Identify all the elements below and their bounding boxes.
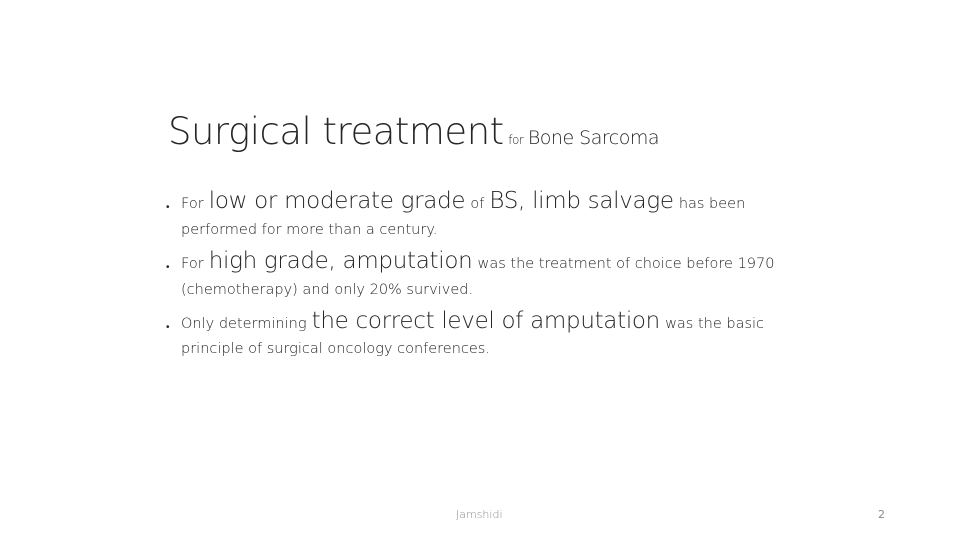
- bullet-continuation: (chemotherapy) and only 20% survived.: [181, 282, 474, 298]
- bullet-text: high grade, amputation: [208, 248, 473, 274]
- title-subtitle: Bone Sarcoma: [527, 127, 659, 149]
- bullet-dot: •: [166, 262, 170, 273]
- bullet-continuation: principle of surgical oncology conferences.: [181, 341, 490, 357]
- bullet-text: of: [470, 196, 485, 212]
- bullet-text: low or moderate grade: [208, 188, 466, 214]
- footer-author: Jamshidi: [456, 508, 503, 521]
- title-main: Surgical treatment: [168, 110, 504, 153]
- bullet-line: [181, 310, 764, 333]
- bullet-line: [181, 250, 774, 273]
- bullet-text: was the treatment of choice before 1970: [477, 256, 775, 272]
- bullet-dot: •: [166, 202, 170, 213]
- bullet-text: Only determining: [181, 316, 307, 332]
- page-number: 2: [878, 508, 885, 521]
- bullet-text: BS, limb salvage: [489, 188, 674, 214]
- bullet-text: has been: [678, 196, 746, 212]
- slide-title: [168, 110, 659, 153]
- bullet-text: For: [181, 256, 204, 272]
- bullet-dot: •: [166, 322, 170, 333]
- bullet-text: the correct level of amputation: [311, 308, 660, 334]
- bullet-text: was the basic: [665, 316, 765, 332]
- bullet-text: For: [181, 196, 204, 212]
- title-connector: for: [508, 133, 524, 147]
- bullet-line: [181, 190, 745, 213]
- bullet-continuation: performed for more than a century.: [181, 222, 438, 238]
